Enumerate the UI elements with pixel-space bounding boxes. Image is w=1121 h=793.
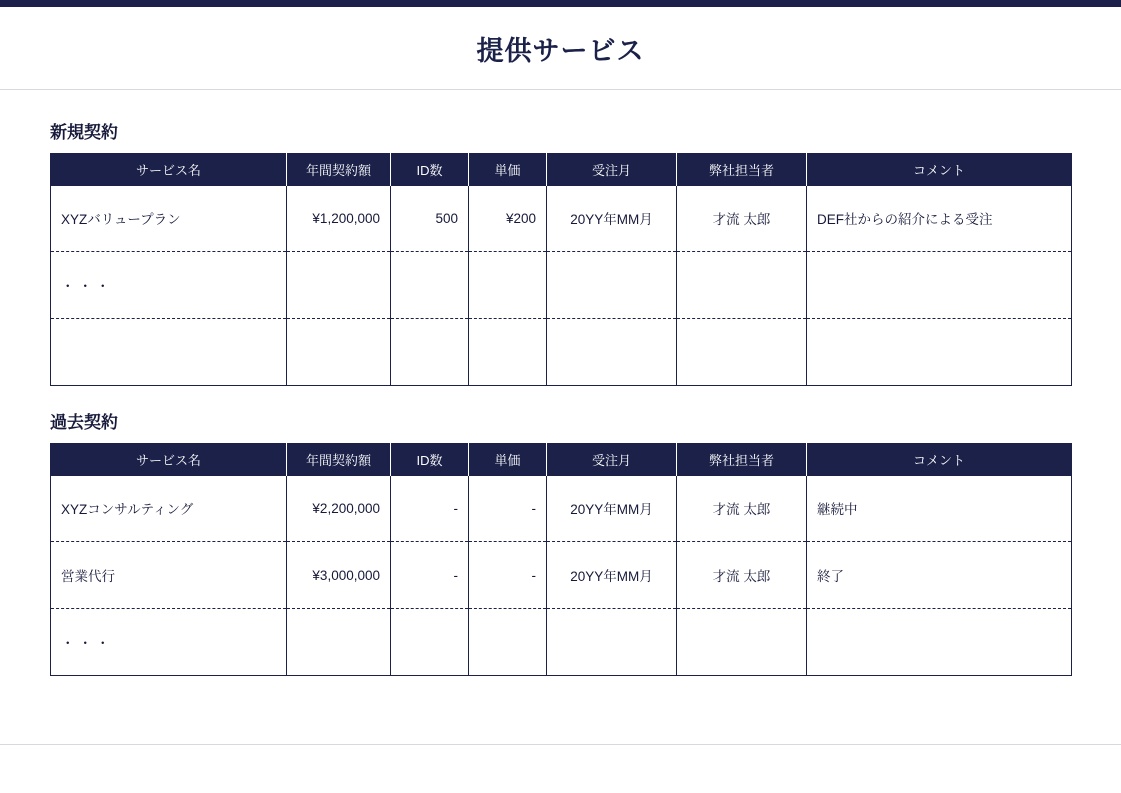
cell-order-month: 20YY年MM月 [547,542,677,609]
past-contracts-table [50,443,1072,676]
column-header-unit-price: 単価 [469,444,547,476]
cell-owner [677,252,807,319]
cell-amount [287,319,391,386]
cell-order-month [547,252,677,319]
cell-comment: 継続中 [807,476,1072,542]
column-header-unit-price: 単価 [469,154,547,186]
cell-unit-price: - [469,542,547,609]
cell-comment [807,319,1072,386]
column-header-comment: コメント [807,444,1072,476]
column-header-amount: 年間契約額 [287,444,391,476]
cell-owner: 才流 太郎 [677,476,807,542]
cell-unit-price [469,609,547,676]
cell-unit-price [469,252,547,319]
cell-owner [677,319,807,386]
content-area [0,90,1121,676]
table-body [51,476,1072,676]
cell-amount [287,252,391,319]
cell-service: ・・・ [51,252,287,319]
table-row [51,609,1072,676]
cell-comment: 終了 [807,542,1072,609]
cell-ids [391,252,469,319]
cell-ids: - [391,476,469,542]
column-header-ids: ID数 [391,154,469,186]
cell-comment: DEF社からの紹介による受注 [807,186,1072,252]
table-row [51,186,1072,252]
cell-unit-price: - [469,476,547,542]
cell-comment [807,252,1072,319]
cell-service: XYZバリュープラン [51,186,287,252]
column-header-order-month: 受注月 [547,444,677,476]
table-header-row [51,154,1072,186]
column-header-service: サービス名 [51,154,287,186]
cell-owner: 才流 太郎 [677,542,807,609]
cell-ids: - [391,542,469,609]
cell-ids: 500 [391,186,469,252]
cell-service: 営業代行 [51,542,287,609]
table-header [51,154,1072,186]
column-header-order-month: 受注月 [547,154,677,186]
cell-unit-price [469,319,547,386]
cell-amount [287,609,391,676]
cell-order-month [547,609,677,676]
cell-service: XYZコンサルティング [51,476,287,542]
column-header-owner: 弊社担当者 [677,154,807,186]
top-accent-bar [0,0,1121,7]
column-header-owner: 弊社担当者 [677,444,807,476]
section-heading: 新規契約 [50,123,118,142]
page-title: 提供サービス [476,35,645,66]
cell-owner [677,609,807,676]
title-area [0,7,1121,90]
cell-comment [807,609,1072,676]
section-past-contracts [50,408,1071,676]
table-row [51,542,1072,609]
table-header [51,444,1072,476]
cell-order-month: 20YY年MM月 [547,186,677,252]
cell-order-month: 20YY年MM月 [547,476,677,542]
section-heading: 過去契約 [50,413,118,432]
cell-owner: 才流 太郎 [677,186,807,252]
cell-unit-price: ¥200 [469,186,547,252]
cell-amount: ¥1,200,000 [287,186,391,252]
table-row [51,252,1072,319]
cell-amount: ¥3,000,000 [287,542,391,609]
cell-amount: ¥2,200,000 [287,476,391,542]
table-body [51,186,1072,386]
cell-service: ・・・ [51,609,287,676]
column-header-comment: コメント [807,154,1072,186]
cell-service [51,319,287,386]
cell-order-month [547,319,677,386]
table-row [51,319,1072,386]
table-header-row [51,444,1072,476]
column-header-service: サービス名 [51,444,287,476]
new-contracts-table [50,153,1072,386]
column-header-amount: 年間契約額 [287,154,391,186]
section-new-contracts [50,118,1071,386]
table-row [51,476,1072,542]
footer-divider [0,744,1121,745]
column-header-ids: ID数 [391,444,469,476]
cell-ids [391,319,469,386]
cell-ids [391,609,469,676]
